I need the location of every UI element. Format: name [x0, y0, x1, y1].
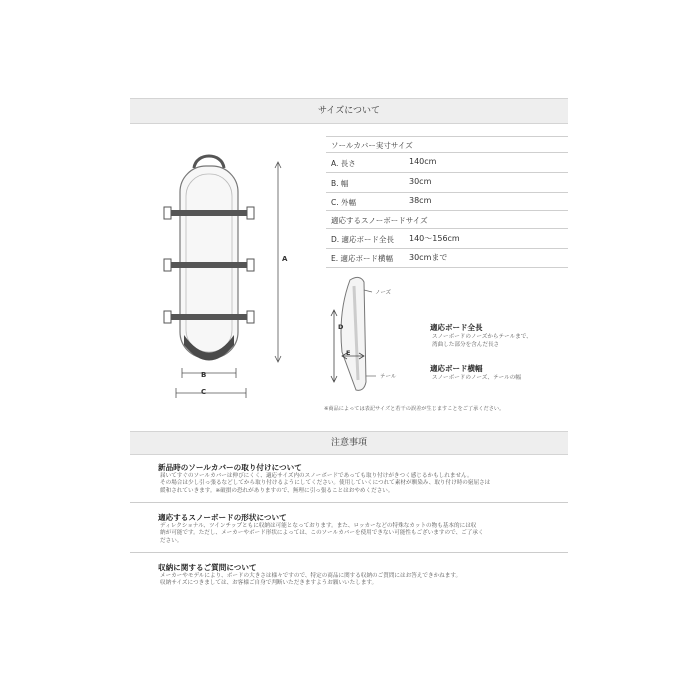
note-heading: 収納に関するご質問について: [158, 563, 257, 572]
size-section-title: サイズについて: [317, 106, 381, 116]
note-line: その場合は少し引っ張るなどしてから取り付けるようにしてください。使用していくにつれて素材が馴染み、取り付け時の窮屈さは: [160, 480, 491, 487]
note-body: [160, 473, 555, 495]
case-table-heading: ソールカバー実寸サイズ: [331, 141, 413, 150]
note-divider: [130, 502, 568, 503]
note-line: 届いてすぐのソールカバーは伸びにくく、適応サイズ内のスノーボードであっても取り付けがきつく感じるかもしれません。: [160, 473, 473, 479]
board-width-desc: スノーボードのノーズ、テールの幅: [432, 375, 521, 381]
note-divider: [130, 552, 568, 553]
dimension-d-label: D: [338, 323, 344, 331]
note-body: [160, 523, 555, 545]
nose-label: ノーズ: [375, 290, 392, 296]
board-length-desc-1: スノーボードのノーズからテールまで、: [432, 334, 532, 340]
board-row-value-d: 140〜156cm: [409, 234, 460, 243]
board-length-desc-2: 湾曲した部分を含んだ長さ: [432, 342, 500, 348]
case-row-value-c: 38cm: [409, 196, 432, 205]
board-length-title: 適応ボード全長: [430, 323, 483, 332]
size-footnote: ※商品によっては表記サイズと若干の誤差が生じますことをご了承ください。: [324, 406, 505, 412]
case-row-label-a: A. 長さ: [331, 159, 356, 168]
note-line: 緩和されていきます。※破損の恐れがありますので、無理に引っ張ることはおやめください。: [160, 487, 394, 494]
board-table-heading: 適応するスノーボードサイズ: [331, 216, 428, 225]
dimension-a-label: A: [282, 255, 288, 263]
board-width-title: 適応ボード横幅: [430, 364, 483, 373]
board-row-label-d: D. 適応ボード全長: [331, 235, 395, 244]
dimension-b-label: B: [201, 371, 207, 379]
dimension-c-label: C: [201, 388, 207, 396]
snowboard-diagram: [328, 272, 418, 402]
note-body: [160, 573, 555, 588]
note-line: 納が可能です。ただし、メーカーやボード形状によっては、このソールカバーを使用できない可能性もございますので、ご了承く: [160, 530, 484, 537]
board-row-value-e: 30cmまで: [409, 253, 448, 262]
size-section-header: [130, 98, 568, 124]
case-row-label-c: C. 外幅: [331, 198, 357, 207]
sole-cover-illustration: [150, 140, 320, 405]
note-line: ディレクショナル、ツインチップともに収納は可能となっております。また、ロッカーなどの特殊なカットの物も基本的には収: [160, 523, 477, 529]
case-row-value-a: 140cm: [409, 157, 437, 166]
tail-label: テール: [380, 374, 397, 380]
note-heading: 新品時のソールカバーの取り付けについて: [158, 463, 302, 472]
case-row-value-b: 30cm: [409, 177, 432, 186]
dimension-e-label: E: [346, 349, 351, 357]
notes-section-title: 注意事項: [330, 438, 367, 448]
notes-section-header: [130, 431, 568, 455]
note-heading: 適応するスノーボードの形状について: [158, 513, 287, 522]
note-line: メーカーやモデルにより、ボードの大きさは様々ですので、特定の商品に関する収納のご質問にはお答えできかねます。: [160, 573, 462, 579]
note-line: ださい。: [160, 537, 183, 544]
board-row-label-e: E. 適応ボード横幅: [331, 254, 394, 263]
case-row-label-b: B. 幅: [331, 179, 349, 188]
note-line: 収納サイズにつきましては、お客様ご自身で判断いただきますようお願いいたします。: [160, 580, 378, 587]
